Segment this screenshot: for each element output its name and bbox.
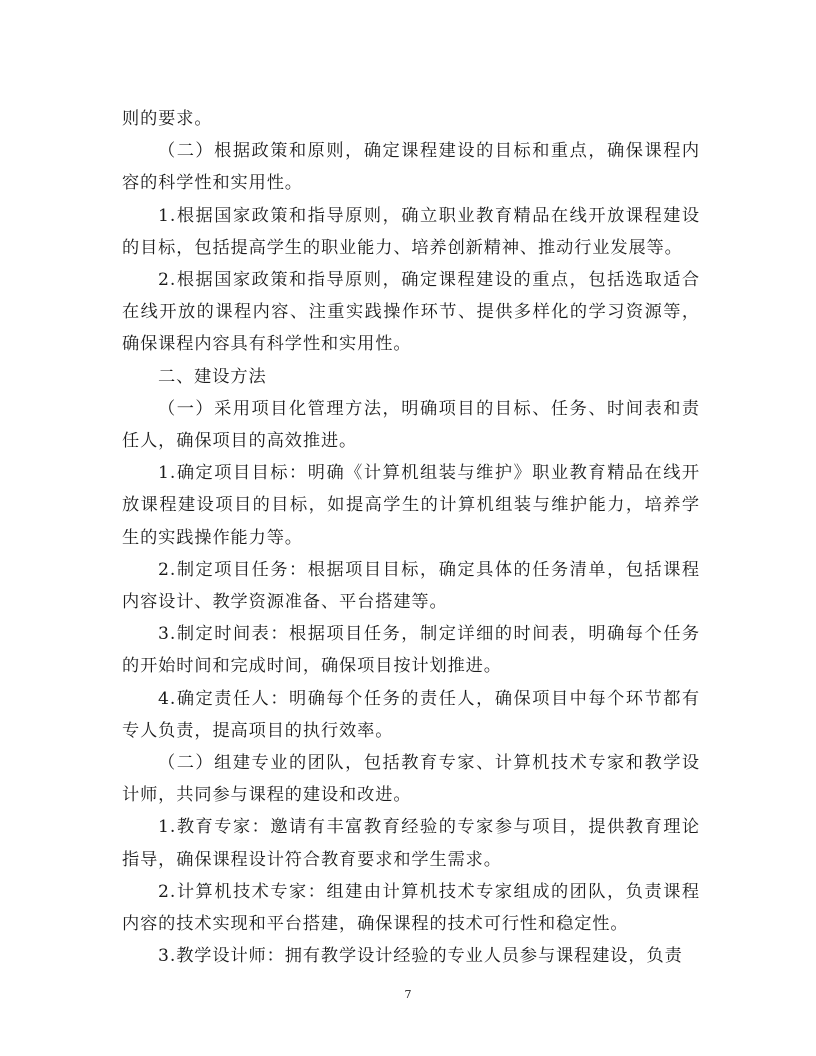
paragraph-tech-experts: 2.计算机技术专家：组建由计算机技术专家组成的团队，负责课程内容的技术实现和平台搭建，确保课程的技术可行性和稳定性。	[122, 881, 700, 935]
paragraph-project-tasks: 2.制定项目任务：根据项目目标，确定具体的任务清单，包括课程内容设计、教学资源准备、平台搭建等。	[122, 559, 700, 613]
paragraph-timeline: 3.制定时间表：根据项目任务，制定详细的时间表，明确每个任务的开始时间和完成时间，确保项目按计划推进。	[122, 624, 700, 677]
paragraph-item-2: 2.根据国家政策和指导原则，确定课程建设的重点，包括选取适合在线开放的课程内容、注重实践操作环节、提供多样化的学习资源等，确保课程内容具有科学性和实用性。	[122, 270, 700, 355]
paragraph-project-goal: 1.确定项目目标：明确《计算机组装与维护》职业教育精品在线开放课程建设项目的目标，如提高学生的计算机组装与维护能力，培养学生的实践操作能力等。	[122, 463, 700, 548]
page-number: 7	[404, 988, 412, 1001]
paragraph-subsection-2: （二）组建专业的团队，包括教育专家、计算机技术专家和教学设计师，共同参与课程的建设和改进。	[122, 753, 700, 806]
section-heading-methods: 二、建设方法	[158, 366, 267, 387]
paragraph-responsible: 4.确定责任人：明确每个任务的责任人，确保项目中每个环节都有专人负责，提高项目的执行效率。	[122, 688, 700, 741]
body-text	[122, 103, 700, 972]
paragraph-item-1: 1.根据国家政策和指导原则，确立职业教育精品在线开放课程建设的目标，包括提高学生的职业能力、培养创新精神、推动行业发展等。	[122, 205, 700, 258]
paragraph-continuation: 则的要求。	[122, 109, 213, 129]
paragraph-education-experts: 1.教育专家：邀请有丰富教育经验的专家参与项目，提供教育理论指导，确保课程设计符合教育要求和学生需求。	[122, 817, 700, 870]
paragraph-subsection-1: （一）采用项目化管理方法，明确项目的目标、任务、时间表和责任人，确保项目的高效推进。	[122, 398, 700, 452]
paragraph-section-2-heading: （二）根据政策和原则，确定课程建设的目标和重点，确保课程内容的科学性和实用性。	[122, 141, 700, 194]
paragraph-designers: 3.教学设计师：拥有教学设计经验的专业人员参与课程建设，负责	[158, 946, 683, 967]
